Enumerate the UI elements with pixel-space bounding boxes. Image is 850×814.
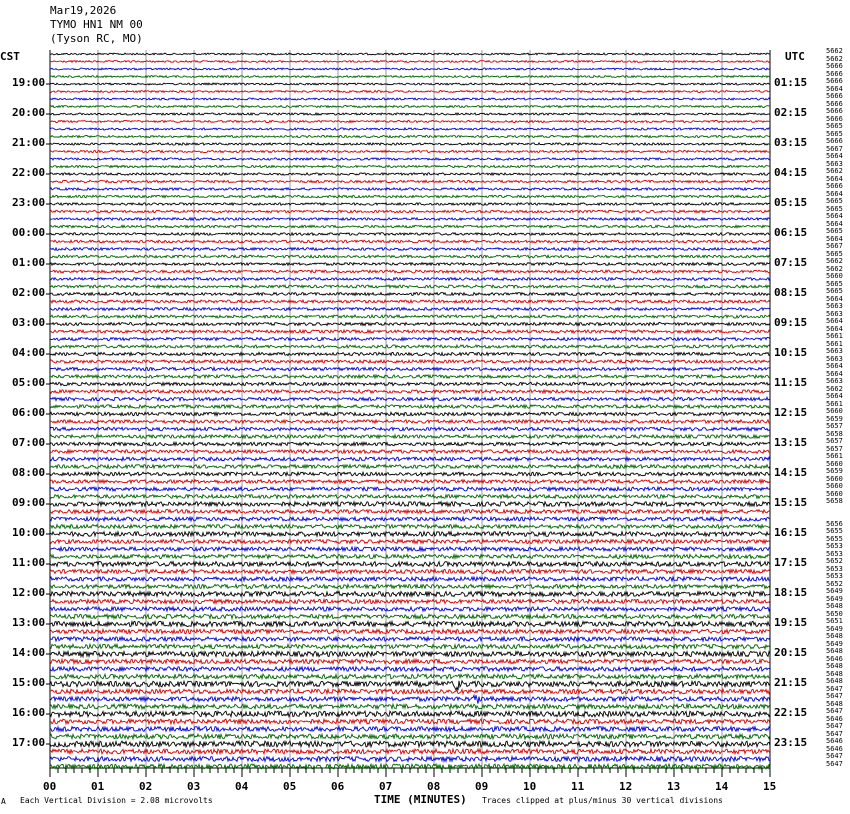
trace-value-label: 5653 xyxy=(826,572,843,580)
right-hour-label: 06:15 xyxy=(774,226,808,239)
trace-value-label: 5664 xyxy=(826,174,843,183)
trace-value-label: 5647 xyxy=(826,707,843,715)
left-axis-title: CST xyxy=(0,50,20,63)
trace-value-label: 5652 xyxy=(826,557,843,565)
seismic-trace xyxy=(50,480,770,484)
seismic-trace xyxy=(50,367,770,370)
seismic-trace xyxy=(50,420,770,423)
seismic-trace xyxy=(50,300,770,303)
trace-value-label: 5648 xyxy=(826,662,843,670)
seismic-trace xyxy=(50,704,770,709)
seismic-trace xyxy=(50,711,770,717)
left-hour-label: 07:00 xyxy=(12,436,46,449)
seismic-trace xyxy=(50,689,770,694)
trace-value-label: 5647 xyxy=(826,759,843,768)
right-axis-title: UTC xyxy=(785,50,805,63)
trace-value-label: 5653 xyxy=(826,542,843,550)
seismic-trace xyxy=(50,210,770,212)
seismic-trace xyxy=(50,165,770,167)
seismic-trace xyxy=(50,98,770,100)
left-hour-label: 14:00 xyxy=(12,646,46,659)
trace-value-label: 5649 xyxy=(826,624,843,633)
seismic-trace xyxy=(50,584,770,588)
trace-value-label: 5664 xyxy=(826,294,843,303)
x-tick-label: 11 xyxy=(571,780,585,793)
trace-value-label: 5646 xyxy=(826,714,843,723)
scale-marker: A xyxy=(1,797,6,806)
seismic-trace xyxy=(50,734,770,739)
trace-value-label: 5666 xyxy=(826,69,843,78)
seismic-trace xyxy=(50,338,770,341)
seismic-trace xyxy=(50,150,770,152)
trace-value-label: 5658 xyxy=(826,429,843,438)
left-hour-label: 16:00 xyxy=(12,706,46,719)
seismic-trace xyxy=(50,173,770,175)
trace-value-label: 5665 xyxy=(826,197,843,205)
right-hour-label: 07:15 xyxy=(774,256,808,269)
right-hour-label: 13:15 xyxy=(774,436,808,449)
trace-value-label: 5663 xyxy=(826,159,843,168)
trace-value-label: 5664 xyxy=(826,84,843,93)
seismic-trace xyxy=(50,248,770,251)
seismic-trace xyxy=(50,562,770,567)
trace-value-label: 5648 xyxy=(826,602,843,610)
seismic-trace xyxy=(50,757,770,762)
trace-value-label: 5647 xyxy=(826,722,843,730)
trace-value-label: 5656 xyxy=(826,519,843,528)
right-hour-label: 11:15 xyxy=(774,376,808,389)
left-hour-label: 01:00 xyxy=(12,256,46,269)
right-hour-label: 02:15 xyxy=(774,106,808,119)
seismic-trace xyxy=(50,308,770,311)
trace-value-label: 5661 xyxy=(826,399,843,408)
seismic-trace xyxy=(50,629,770,633)
trace-value-label: 5648 xyxy=(826,647,843,655)
x-tick-label: 01 xyxy=(91,780,105,793)
right-hour-label: 20:15 xyxy=(774,646,808,659)
right-hour-label: 14:15 xyxy=(774,466,808,479)
seismic-trace xyxy=(50,435,770,438)
seismic-trace xyxy=(50,570,770,574)
left-hour-label: 10:00 xyxy=(12,526,46,539)
seismic-trace xyxy=(50,599,770,603)
seismic-trace xyxy=(50,375,770,378)
seismic-trace xyxy=(50,195,770,197)
trace-value-label: 5665 xyxy=(826,129,843,138)
right-hour-label: 22:15 xyxy=(774,706,808,719)
trace-value-label: 5648 xyxy=(826,669,843,678)
trace-value-label: 5647 xyxy=(826,729,843,738)
x-tick-label: 00 xyxy=(43,780,57,793)
trace-value-label: 5657 xyxy=(826,444,843,453)
left-hour-label: 11:00 xyxy=(12,556,46,569)
trace-value-label: 5666 xyxy=(826,92,843,100)
trace-value-label: 5667 xyxy=(826,144,843,153)
trace-value-label: 5657 xyxy=(826,422,843,430)
x-tick-label: 05 xyxy=(283,780,297,793)
seismic-trace xyxy=(50,390,770,393)
right-hour-label: 23:15 xyxy=(774,736,808,749)
seismic-trace xyxy=(50,233,770,236)
seismic-trace xyxy=(50,293,770,296)
left-hour-label: 13:00 xyxy=(12,616,46,629)
trace-value-label: 5665 xyxy=(826,122,843,130)
seismic-trace xyxy=(50,345,770,348)
left-hour-label: 20:00 xyxy=(12,106,46,119)
seismic-trace xyxy=(50,397,770,400)
seismic-trace xyxy=(50,203,770,205)
trace-value-label: 5660 xyxy=(826,474,843,483)
left-hour-label: 05:00 xyxy=(12,376,46,389)
left-hour-label: 04:00 xyxy=(12,346,46,359)
trace-value-label: 5664 xyxy=(826,369,843,378)
seismic-trace xyxy=(50,727,770,732)
seismic-trace xyxy=(50,577,770,581)
seismic-trace xyxy=(50,540,770,544)
seismic-trace xyxy=(50,158,770,160)
right-hour-label: 08:15 xyxy=(774,286,808,299)
trace-value-label: 5662 xyxy=(826,167,843,175)
trace-value-label: 5655 xyxy=(826,534,843,543)
trace-value-label: 5663 xyxy=(826,354,843,363)
x-tick-label: 06 xyxy=(331,780,345,793)
trace-value-label: 5660 xyxy=(826,459,843,468)
right-hour-label: 16:15 xyxy=(774,526,808,539)
seismic-trace xyxy=(50,278,770,281)
seismic-trace xyxy=(50,614,770,618)
left-hour-label: 12:00 xyxy=(12,586,46,599)
trace-value-label: 5662 xyxy=(826,47,843,55)
left-hour-label: 02:00 xyxy=(12,286,46,299)
trace-value-label: 5658 xyxy=(826,497,843,505)
trace-value-label: 5664 xyxy=(826,317,843,325)
seismic-trace xyxy=(50,741,770,747)
trace-value-label: 5665 xyxy=(826,204,843,213)
trace-value-label: 5664 xyxy=(826,152,843,160)
scale-note: Each Vertical Division = 2.08 microvolts xyxy=(20,796,213,805)
trace-value-label: 5666 xyxy=(826,182,843,190)
right-hour-label: 09:15 xyxy=(774,316,808,329)
trace-value-label: 5662 xyxy=(826,257,843,265)
trace-value-label: 5666 xyxy=(826,77,843,85)
seismic-trace xyxy=(50,240,770,243)
x-tick-label: 08 xyxy=(427,780,441,793)
trace-value-label: 5665 xyxy=(826,287,843,295)
trace-value-label: 5661 xyxy=(826,339,843,348)
trace-value-label: 5666 xyxy=(826,99,843,108)
trace-value-label: 5664 xyxy=(826,324,843,333)
trace-value-label: 5665 xyxy=(826,249,843,258)
trace-value-label: 5665 xyxy=(826,279,843,288)
seismic-trace xyxy=(50,68,770,70)
trace-value-label: 5663 xyxy=(826,377,843,385)
plot-date: Mar19,2026 xyxy=(50,4,117,17)
trace-value-label: 5649 xyxy=(826,639,843,648)
seismic-trace xyxy=(50,674,770,679)
seismic-trace xyxy=(50,525,770,529)
seismic-trace xyxy=(50,270,770,273)
x-tick-label: 07 xyxy=(379,780,393,793)
seismic-trace xyxy=(50,555,770,559)
trace-value-label: 5646 xyxy=(826,737,843,745)
seismic-trace xyxy=(50,83,770,85)
seismic-trace xyxy=(50,106,770,108)
x-tick-label: 02 xyxy=(139,780,153,793)
seismic-trace xyxy=(50,644,770,648)
seismic-trace xyxy=(50,412,770,415)
right-hour-label: 01:15 xyxy=(774,76,808,89)
left-hour-label: 06:00 xyxy=(12,406,46,419)
trace-value-label: 5649 xyxy=(826,594,843,603)
right-hour-label: 18:15 xyxy=(774,586,808,599)
trace-value-label: 5663 xyxy=(826,302,843,310)
seismic-trace xyxy=(50,502,770,507)
left-hour-label: 03:00 xyxy=(12,316,46,329)
seismic-trace xyxy=(50,637,770,641)
trace-value-label: 5648 xyxy=(826,699,843,708)
seismic-trace xyxy=(50,472,770,476)
trace-value-label: 5663 xyxy=(826,347,843,355)
left-hour-label: 09:00 xyxy=(12,496,46,509)
left-hour-label: 17:00 xyxy=(12,736,46,749)
trace-value-label: 5662 xyxy=(826,384,843,393)
seismic-trace xyxy=(50,128,770,130)
trace-value-label: 5661 xyxy=(826,452,843,460)
trace-value-label: 5651 xyxy=(826,617,843,625)
seismic-trace xyxy=(50,667,770,672)
trace-value-label: 5646 xyxy=(826,744,843,753)
seismic-trace xyxy=(50,695,770,703)
seismic-trace xyxy=(50,121,770,123)
right-hour-label: 10:15 xyxy=(774,346,808,359)
trace-value-label: 5649 xyxy=(826,587,843,595)
x-tick-label: 10 xyxy=(523,780,537,793)
trace-value-label: 5663 xyxy=(826,309,843,318)
seismic-trace xyxy=(50,532,770,537)
trace-value-label: 5662 xyxy=(826,54,843,63)
trace-value-label: 5666 xyxy=(826,114,843,123)
seismic-trace xyxy=(50,719,770,724)
seismic-trace xyxy=(50,315,770,318)
left-hour-label: 08:00 xyxy=(12,466,46,479)
seismic-trace xyxy=(50,113,770,115)
trace-value-label: 5653 xyxy=(826,564,843,573)
trace-value-label: 5653 xyxy=(826,549,843,558)
x-tick-label: 15 xyxy=(763,780,777,793)
trace-value-label: 5655 xyxy=(826,527,843,535)
trace-value-label: 5652 xyxy=(826,579,843,588)
seismic-trace xyxy=(50,592,770,597)
x-tick-label: 04 xyxy=(235,780,249,793)
trace-value-label: 5664 xyxy=(826,392,843,400)
trace-value-label: 5662 xyxy=(826,264,843,273)
trace-value-label: 5664 xyxy=(826,219,843,228)
trace-value-label: 5666 xyxy=(826,137,843,145)
x-tick-label: 13 xyxy=(667,780,681,793)
left-hour-label: 00:00 xyxy=(12,226,46,239)
trace-value-label: 5664 xyxy=(826,234,843,243)
left-hour-label: 21:00 xyxy=(12,136,46,149)
seismic-trace xyxy=(50,76,770,78)
seismic-trace xyxy=(50,61,770,63)
seismic-trace xyxy=(50,651,770,656)
seismic-trace xyxy=(50,143,770,145)
seismic-trace xyxy=(50,659,770,663)
right-hour-label: 21:15 xyxy=(774,676,808,689)
x-tick-label: 09 xyxy=(475,780,489,793)
station-location: (Tyson RC, MO) xyxy=(50,32,143,45)
seismic-trace xyxy=(50,360,770,363)
trace-value-label: 5659 xyxy=(826,414,843,423)
seismic-trace xyxy=(50,323,770,326)
trace-value-label: 5647 xyxy=(826,692,843,700)
right-hour-label: 04:15 xyxy=(774,166,808,179)
trace-value-label: 5660 xyxy=(826,482,843,490)
trace-value-label: 5664 xyxy=(826,212,843,220)
trace-value-label: 5661 xyxy=(826,332,843,340)
seismic-trace xyxy=(50,607,770,611)
left-hour-label: 15:00 xyxy=(12,676,46,689)
right-hour-label: 12:15 xyxy=(774,406,808,419)
seismic-trace xyxy=(50,135,770,137)
trace-value-label: 5666 xyxy=(826,107,843,115)
seismic-trace xyxy=(50,180,770,182)
x-tick-label: 03 xyxy=(187,780,201,793)
x-tick-label: 12 xyxy=(619,780,633,793)
trace-value-label: 5660 xyxy=(826,489,843,498)
clip-note: Traces clipped at plus/minus 30 vertical divisions xyxy=(482,796,723,805)
seismic-trace xyxy=(50,547,770,551)
right-hour-label: 17:15 xyxy=(774,556,808,569)
seismic-trace xyxy=(50,405,770,408)
trace-value-label: 5666 xyxy=(826,62,843,70)
trace-value-label: 5657 xyxy=(826,437,843,445)
seismic-trace xyxy=(50,465,770,469)
seismic-trace xyxy=(50,510,770,514)
seismic-trace xyxy=(50,442,770,446)
seismic-trace xyxy=(50,285,770,288)
trace-value-label: 5647 xyxy=(826,684,843,693)
seismic-trace xyxy=(50,188,770,190)
seismic-trace xyxy=(50,91,770,93)
seismic-trace xyxy=(50,495,770,499)
station-code: TYMO HN1 NM 00 xyxy=(50,18,143,31)
trace-value-label: 5650 xyxy=(826,609,843,618)
trace-value-label: 5667 xyxy=(826,242,843,250)
trace-value-label: 5647 xyxy=(826,752,843,760)
seismic-trace xyxy=(50,457,770,461)
trace-value-label: 5664 xyxy=(826,362,843,370)
seismic-trace xyxy=(50,53,770,55)
trace-value-label: 5664 xyxy=(826,189,843,198)
seismic-trace xyxy=(50,749,770,754)
seismic-trace xyxy=(50,621,770,626)
trace-value-label: 5660 xyxy=(826,272,843,280)
left-hour-label: 19:00 xyxy=(12,76,46,89)
seismic-trace xyxy=(50,681,770,690)
seismic-trace xyxy=(50,487,770,491)
seismic-trace xyxy=(50,255,770,258)
trace-value-label: 5659 xyxy=(826,467,843,475)
right-hour-label: 15:15 xyxy=(774,496,808,509)
seismic-trace xyxy=(50,450,770,454)
trace-value-label: 5648 xyxy=(826,632,843,640)
x-tick-label: 14 xyxy=(715,780,729,793)
trace-value-label: 5665 xyxy=(826,227,843,235)
seismic-trace xyxy=(50,517,770,521)
seismic-trace xyxy=(50,263,770,266)
seismic-trace xyxy=(50,382,770,385)
right-hour-label: 19:15 xyxy=(774,616,808,629)
trace-value-label: 5648 xyxy=(826,677,843,685)
seismic-trace xyxy=(50,330,770,333)
right-hour-label: 03:15 xyxy=(774,136,808,149)
left-hour-label: 23:00 xyxy=(12,196,46,209)
trace-value-label: 5660 xyxy=(826,407,843,415)
x-axis-title: TIME (MINUTES) xyxy=(374,793,467,806)
seismic-trace xyxy=(50,352,770,355)
trace-value-label: 5646 xyxy=(826,654,843,663)
left-hour-label: 22:00 xyxy=(12,166,46,179)
seismic-trace xyxy=(50,218,770,221)
right-hour-label: 05:15 xyxy=(774,196,808,209)
seismic-trace xyxy=(50,427,770,430)
seismic-trace xyxy=(50,225,770,228)
